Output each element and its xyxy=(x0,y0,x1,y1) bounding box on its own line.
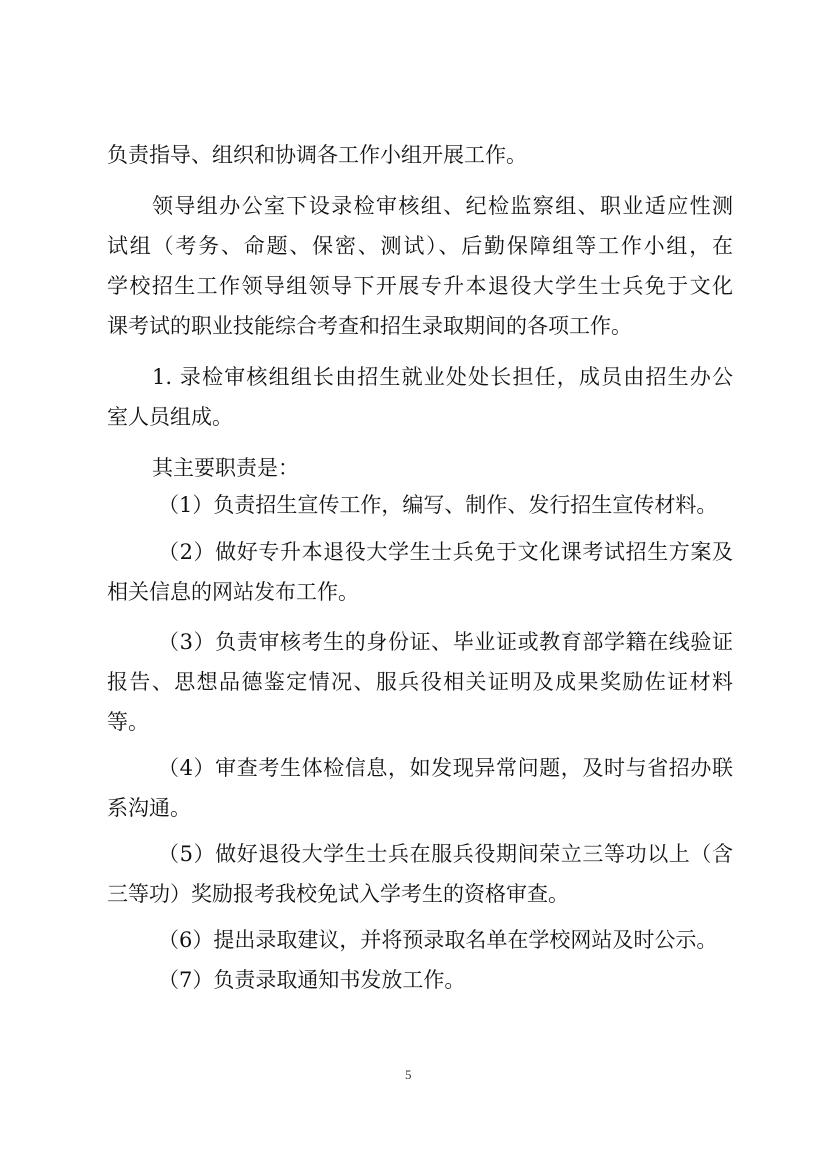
text-line: （6）提出录取建议，并将预录取名单在学校网站及时公示。 xyxy=(158,928,718,952)
text-line: 报告、思想品德鉴定情况、服兵役相关证明及成果奖励佐证材料 xyxy=(107,670,733,694)
text-line: 三等功）奖励报考我校免试入学考生的资格审查。 xyxy=(107,882,569,906)
text-line: 负责指导、组织和协调各工作小组开展工作。 xyxy=(107,143,527,167)
text-line: （4）审查考生体检信息，如发现异常问题，及时与省招办联 xyxy=(158,756,733,780)
text-line: 学校招生工作领导组领导下开展专升本退役大学生士兵免于文化 xyxy=(107,274,733,298)
text-line: 课考试的职业技能综合考查和招生录取期间的各项工作。 xyxy=(107,314,632,338)
text-line: 领导组办公室下设录检审核组、纪检监察组、职业适应性测 xyxy=(152,194,733,218)
text-line: 其主要职责是： xyxy=(152,456,299,480)
text-line: 相关信息的网站发布工作。 xyxy=(107,580,359,604)
text-line: 等。 xyxy=(107,710,149,734)
text-line: （1）负责招生宣传工作，编写、制作、发行招生宣传材料。 xyxy=(158,493,718,517)
page-number: 5 xyxy=(405,1067,412,1082)
text-line: 系沟通。 xyxy=(107,796,191,820)
text-line: 1. 录检审核组组长由招生就业处处长担任，成员由招生办公 xyxy=(152,365,733,389)
text-line: （3）负责审核考生的身份证、毕业证或教育部学籍在线验证 xyxy=(158,630,733,654)
text-line: （5）做好退役大学生士兵在服兵役期间荣立三等功以上（含 xyxy=(158,842,733,866)
text-line: 室人员组成。 xyxy=(107,405,233,429)
text-line: （2）做好专升本退役大学生士兵免于文化课考试招生方案及 xyxy=(158,540,733,564)
text-line: 试组（考务、命题、保密、测试）、后勤保障组等工作小组，在 xyxy=(107,234,733,258)
text-line: （7）负责录取通知书发放工作。 xyxy=(158,968,466,992)
